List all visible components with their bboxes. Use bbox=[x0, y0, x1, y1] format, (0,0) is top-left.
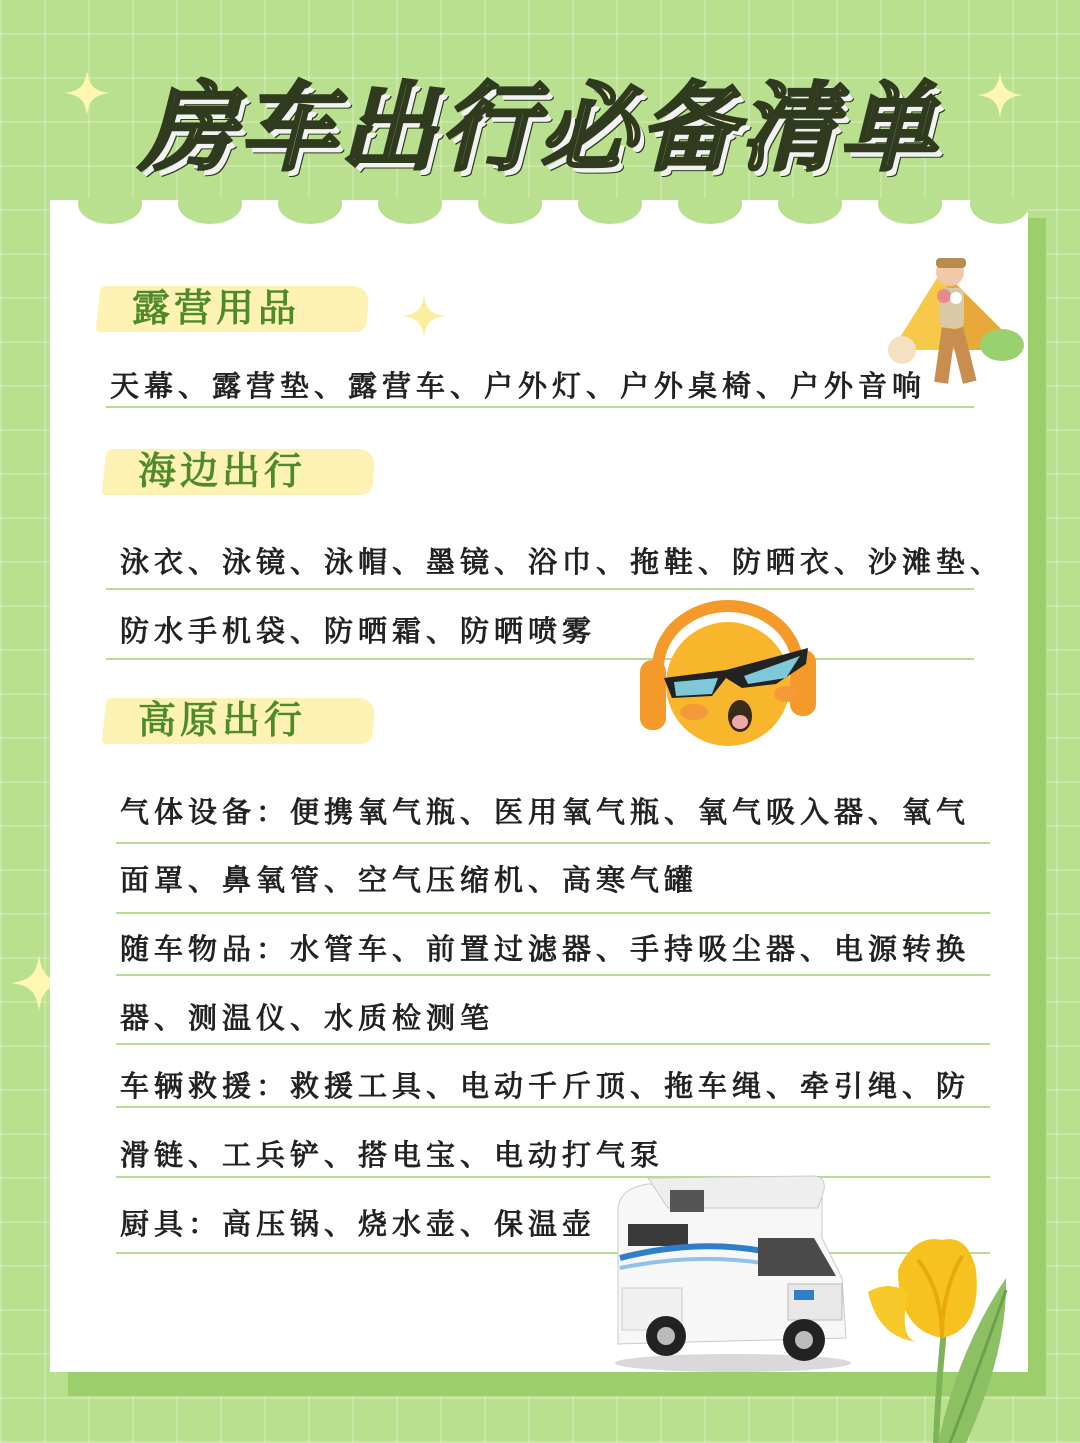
divider bbox=[116, 1043, 990, 1045]
item-line: 天幕、露营垫、露营车、户外灯、户外桌椅、户外音响 bbox=[110, 369, 927, 403]
item-line: 防水手机袋、防晒霜、防晒喷雾 bbox=[120, 614, 597, 648]
section-heading-camping: 露营用品 bbox=[98, 280, 300, 336]
sparkle-icon bbox=[975, 70, 1025, 120]
item-line: 器、测温仪、水质检测笔 bbox=[120, 1001, 495, 1035]
page-title: 房车出行必备清单 bbox=[140, 72, 940, 184]
sunglasses-headphone-emoji bbox=[636, 598, 820, 748]
divider bbox=[106, 406, 974, 408]
divider bbox=[116, 842, 990, 844]
motorhome-photo bbox=[608, 1168, 858, 1373]
item-line: 厨具：高压锅、烧水壶、保温壶 bbox=[120, 1207, 597, 1241]
item-line: 车辆救援：救援工具、电动千斤顶、拖车绳、牵引绳、防 bbox=[120, 1069, 971, 1103]
item-line: 面罩、鼻氧管、空气压缩机、高寒气罐 bbox=[120, 863, 699, 897]
divider bbox=[116, 1176, 990, 1178]
item-line: 泳衣、泳镜、泳帽、墨镜、浴巾、拖鞋、防晒衣、沙滩垫、 bbox=[120, 545, 1005, 579]
item-line: 随车物品：水管车、前置过滤器、手持吸尘器、电源转换 bbox=[120, 932, 971, 966]
item-line: 气体设备：便携氧气瓶、医用氧气瓶、氧气吸入器、氧气 bbox=[120, 795, 971, 829]
divider bbox=[116, 912, 990, 914]
yellow-tulip-illustration bbox=[858, 1230, 1018, 1443]
divider bbox=[106, 658, 974, 660]
section-heading-beach: 海边出行 bbox=[104, 443, 306, 499]
sparkle-icon bbox=[400, 290, 448, 342]
camper-girl-tent-illustration bbox=[872, 250, 1037, 400]
divider bbox=[116, 974, 990, 976]
section-heading-plateau: 高原出行 bbox=[104, 692, 306, 748]
sparkle-icon bbox=[62, 68, 112, 118]
scalloped-edge bbox=[50, 198, 1028, 228]
item-line: 滑链、工兵铲、搭电宝、电动打气泵 bbox=[120, 1138, 665, 1172]
divider bbox=[106, 588, 974, 590]
divider bbox=[116, 1106, 990, 1108]
